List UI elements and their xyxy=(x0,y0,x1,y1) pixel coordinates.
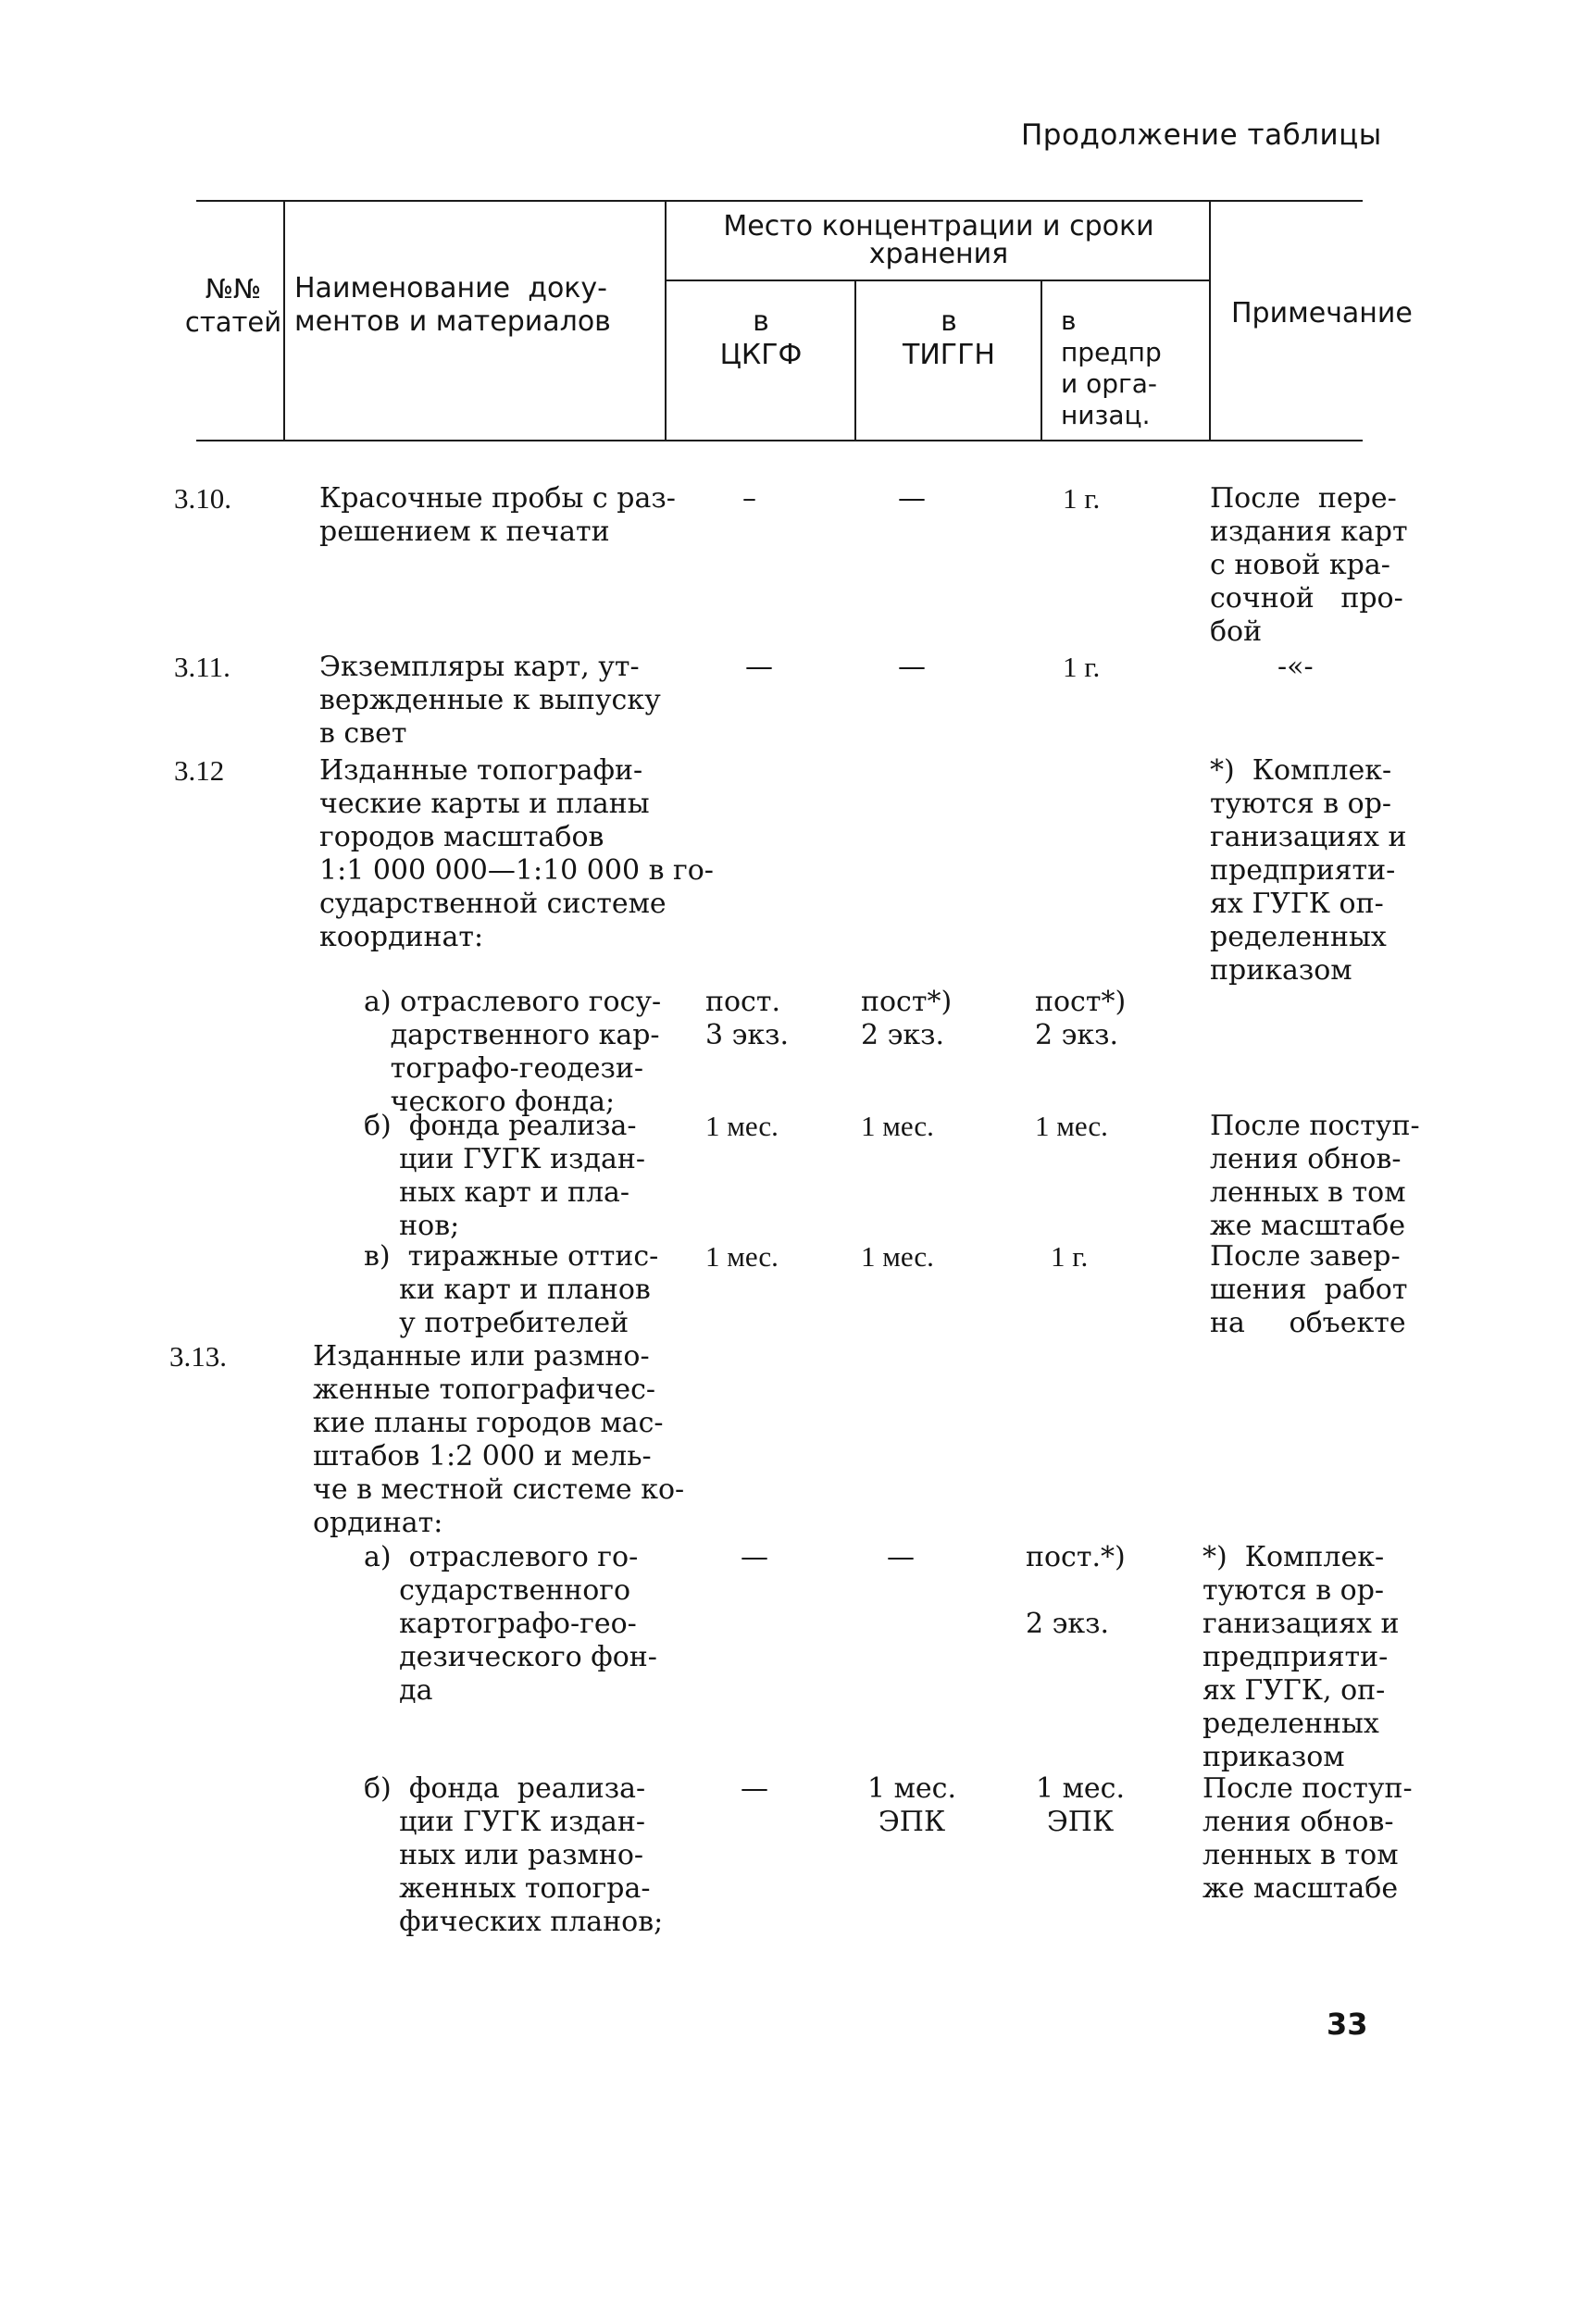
cell-tiggn: — xyxy=(898,482,926,515)
header-tiggn: в ТИГГН xyxy=(903,305,995,371)
table-continuation-caption: Продолжение таблицы xyxy=(1021,118,1382,152)
sub-row-name: б) фонда реализа- ции ГУГК издан- ных или размно- женных топогра- фических планов; xyxy=(364,1772,664,1938)
cell-org: 1 г. xyxy=(1051,1240,1089,1273)
cell-ckgf: пост. 3 экз. xyxy=(705,986,790,1051)
cell-note: *) Комплек- туются в ор- ганизациях и предприяти- ях ГУГК оп- ределенных приказом xyxy=(1210,754,1407,987)
header-organizations: в предпр и орга- низац. xyxy=(1061,305,1162,430)
row-number: 3.13. xyxy=(169,1340,227,1373)
sub-row-name: б) фонда реализа- ции ГУГК издан- ных карт и пла- нов; xyxy=(364,1110,645,1242)
cell-note: После пере- издания карт с новой кра- сочной про- бой xyxy=(1210,482,1408,648)
cell-ckgf: 1 мес. xyxy=(705,1110,779,1142)
cell-org: 1 г. xyxy=(1063,482,1101,515)
cell-ckgf: — xyxy=(741,1772,768,1805)
cell-org: пост*) 2 экз. xyxy=(1035,986,1127,1051)
header-top-rule xyxy=(196,200,1363,202)
header-subgroup-rule xyxy=(667,280,1211,281)
cell-org: 1 мес. xyxy=(1035,1110,1108,1142)
cell-tiggn: 1 мес. xyxy=(861,1110,934,1142)
row-number: 3.12 xyxy=(174,754,225,787)
row-name: Изданные топографи- ческие карты и планы городов масштабов 1:1 000 000—1:10 000 в го- сударственной системе координат: xyxy=(319,754,714,953)
row-number: 3.11. xyxy=(174,651,231,683)
header-name: Наименование доку- ментов и материалов xyxy=(294,272,611,338)
cell-note: После поступ- ления обнов- ленных в том же масштабе xyxy=(1210,1110,1420,1242)
row-name: Изданные или размно- женные топографичес- кие планы городов мас- штабов 1:2 000 и мель- че в местной системе ко- ординат: xyxy=(313,1340,685,1539)
cell-tiggn: 1 мес. xyxy=(861,1240,934,1273)
cell-ckgf: 1 мес. xyxy=(705,1240,779,1273)
cell-note: -«- xyxy=(1277,651,1314,683)
cell-note: После поступ- ления обнов- ленных в том же масштабе xyxy=(1202,1772,1413,1905)
cell-tiggn: пост*) 2 экз. xyxy=(861,986,953,1051)
header-storage-place: Место концентрации и сроки хранения xyxy=(723,210,1154,270)
header-divider-4 xyxy=(1040,281,1042,441)
cell-ckgf: — xyxy=(745,651,773,683)
header-bottom-rule xyxy=(196,440,1363,441)
header-divider-3 xyxy=(854,281,856,441)
header-note: Примечание xyxy=(1231,297,1413,329)
sub-row-name: в) тиражные оттис- ки карт и планов у потребителей xyxy=(364,1240,659,1339)
page-number: 33 xyxy=(1327,2007,1368,2042)
header-number: №№ статей xyxy=(184,273,282,338)
row-name: Экземпляры карт, ут- вержденные к выпуску в свет xyxy=(319,651,661,750)
sub-row-name: а) отраслевого го- сударственного картографо-гео- дезического фон- да xyxy=(364,1541,657,1707)
sub-row-name: а) отраслевого госу- дарственного кар- тографо-геодези- ческого фонда; xyxy=(364,986,662,1118)
row-name: Красочные пробы с раз- решением к печати xyxy=(319,482,676,548)
cell-tiggn: — xyxy=(898,651,926,683)
cell-org: 1 мес. ЭПК xyxy=(1035,1772,1126,1838)
cell-org: пост.*) 2 экз. xyxy=(1026,1541,1126,1640)
cell-note: *) Комплек- туются в ор- ганизациях и предприяти- ях ГУГК, оп- ределенных приказом xyxy=(1202,1541,1400,1773)
header-ckgf: в ЦКГФ xyxy=(719,305,803,371)
cell-note: После завер- шения работ на объекте xyxy=(1210,1240,1408,1339)
cell-tiggn: — xyxy=(887,1541,915,1573)
cell-ckgf: – xyxy=(742,482,756,515)
cell-tiggn: 1 мес. ЭПК xyxy=(866,1772,957,1838)
cell-ckgf: — xyxy=(741,1541,768,1573)
row-number: 3.10. xyxy=(174,482,231,515)
cell-org: 1 г. xyxy=(1063,651,1101,683)
